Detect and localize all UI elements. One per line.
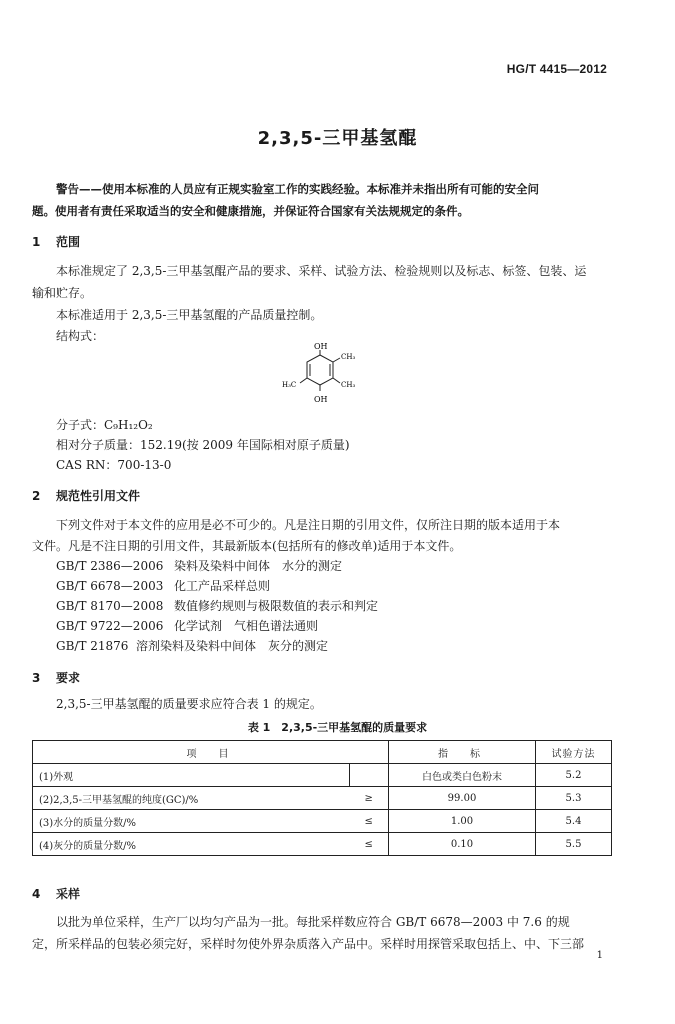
- reference-item: [56, 637, 328, 654]
- reference-code: GB/T 21876: [56, 639, 129, 653]
- molecular-formula: 分子式：C₉H₁₂O₂: [56, 418, 153, 432]
- section-1-title: 范围: [56, 235, 81, 249]
- table-row: [33, 764, 612, 787]
- section-1-heading: [32, 233, 80, 250]
- section-2-paragraph-line-1: 下列文件对于本文件的应用是必不可少的。凡是注日期的引用文件，仅所注日期的版本适用于本: [56, 518, 561, 532]
- section-4-number: 4: [32, 887, 41, 901]
- row-symbol: [350, 764, 389, 787]
- methyl-upper-right: CH₃: [341, 353, 356, 361]
- section-4-paragraph-line-2: 定，所采样品的包装必须完好，采样时勿使外界杂质落入产品中。采样时用探管采取包括上、中、下三部: [32, 937, 585, 951]
- section-2-title: 规范性引用文件: [56, 489, 141, 503]
- section-4-paragraph-line-1: 以批为单位采样，生产厂以均匀产品为一批。每批采样数应符合 GB/T 6678—2003 中 7.6 的规: [56, 915, 570, 929]
- structural-formula: [270, 340, 380, 412]
- warning-line-2: 题。使用者有责任采取适当的安全和健康措施，并保证符合国家有关法规规定的条件。: [32, 204, 469, 218]
- section-1-number: 1: [32, 235, 41, 249]
- reference-item: [56, 597, 378, 614]
- row-method: 5.3: [536, 787, 612, 810]
- row-value: 1.00: [389, 810, 536, 833]
- row-symbol: ≥: [350, 787, 389, 810]
- reference-code: GB/T 8170—2008: [56, 599, 164, 613]
- hydroxyl-bottom: OH: [314, 395, 328, 404]
- standard-number: HG/T 4415—2012: [506, 62, 607, 76]
- section-1-paragraph-line-2: 输和贮存。: [32, 286, 93, 300]
- section-2-paragraph-line-2: 文件。凡是不注日期的引用文件，其最新版本(包括所有的修改单)适用于本文件。: [32, 539, 462, 553]
- reference-item: [56, 577, 270, 594]
- page-number: 1: [596, 950, 603, 961]
- row-value: 白色或类白色粉末: [389, 764, 536, 787]
- row-method: 5.5: [536, 833, 612, 856]
- page-title: 2,3,5-三甲基氢醌: [257, 128, 418, 149]
- header-item: 项 目: [33, 741, 389, 764]
- molecular-mass: 相对分子质量：152.19(按 2009 年国际相对原子质量): [56, 438, 350, 452]
- reference-code: GB/T 2386—2006: [56, 559, 164, 573]
- row-symbol: ≤: [350, 810, 389, 833]
- quality-requirements-table: [32, 740, 612, 856]
- section-1-applicability: 本标准适用于 2,3,5-三甲基氢醌的产品质量控制。: [56, 308, 323, 322]
- table-header-row: [33, 741, 612, 764]
- reference-code: GB/T 9722—2006: [56, 619, 164, 633]
- row-symbol: ≤: [350, 833, 389, 856]
- warning-line-1: 警告——使用本标准的人员应有正规实验室工作的实践经验。本标准并未指出所有可能的安全问: [56, 182, 539, 196]
- header-index: 指 标: [389, 741, 536, 764]
- reference-title: 数值修约规则与极限数值的表示和判定: [174, 599, 379, 613]
- reference-title: 化工产品采样总则: [174, 579, 271, 593]
- section-3-number: 3: [32, 671, 41, 685]
- reference-title: 溶剂染料及染料中间体 灰分的测定: [136, 639, 329, 653]
- section-4-title: 采样: [56, 887, 81, 901]
- row-value: 99.00: [389, 787, 536, 810]
- reference-title: 化学试剂 气相色谱法通则: [174, 619, 319, 633]
- section-3-title: 要求: [56, 671, 81, 685]
- structure-label: 结构式：: [56, 329, 105, 343]
- methyl-lower-right: CH₃: [341, 381, 356, 389]
- methyl-lower-left: H₃C: [282, 381, 297, 389]
- row-method: 5.4: [536, 810, 612, 833]
- section-1-paragraph-line-1: 本标准规定了 2,3,5-三甲基氢醌产品的要求、采样、试验方法、检验规则以及标志、标签、包装、运: [56, 264, 587, 278]
- row-value: 0.10: [389, 833, 536, 856]
- section-2-number: 2: [32, 489, 41, 503]
- table-row: [33, 833, 612, 856]
- row-item: (1)外观: [33, 764, 350, 787]
- row-method: 5.2: [536, 764, 612, 787]
- row-item: (4)灰分的质量分数/%: [33, 833, 350, 856]
- reference-item: [56, 557, 342, 574]
- section-2-heading: [32, 487, 140, 504]
- header-method: 试验方法: [536, 741, 612, 764]
- reference-title: 染料及染料中间体 水分的测定: [174, 559, 343, 573]
- row-item: (2)2,3,5-三甲基氢醌的纯度(GC)/%: [33, 787, 350, 810]
- hydroxyl-top: OH: [314, 342, 328, 351]
- reference-code: GB/T 6678—2003: [56, 579, 164, 593]
- section-3-heading: [32, 669, 80, 686]
- cas-number: CAS RN：700-13-0: [56, 458, 172, 472]
- section-4-heading: [32, 885, 80, 902]
- section-3-paragraph: 2,3,5-三甲基氢醌的质量要求应符合表 1 的规定。: [56, 697, 322, 711]
- table-row: [33, 787, 612, 810]
- row-item: (3)水分的质量分数/%: [33, 810, 350, 833]
- benzene-ring: [300, 350, 340, 391]
- reference-item: [56, 617, 318, 634]
- table-row: [33, 810, 612, 833]
- table-caption: 表 1 2,3,5-三甲基氢醌的质量要求: [247, 721, 428, 734]
